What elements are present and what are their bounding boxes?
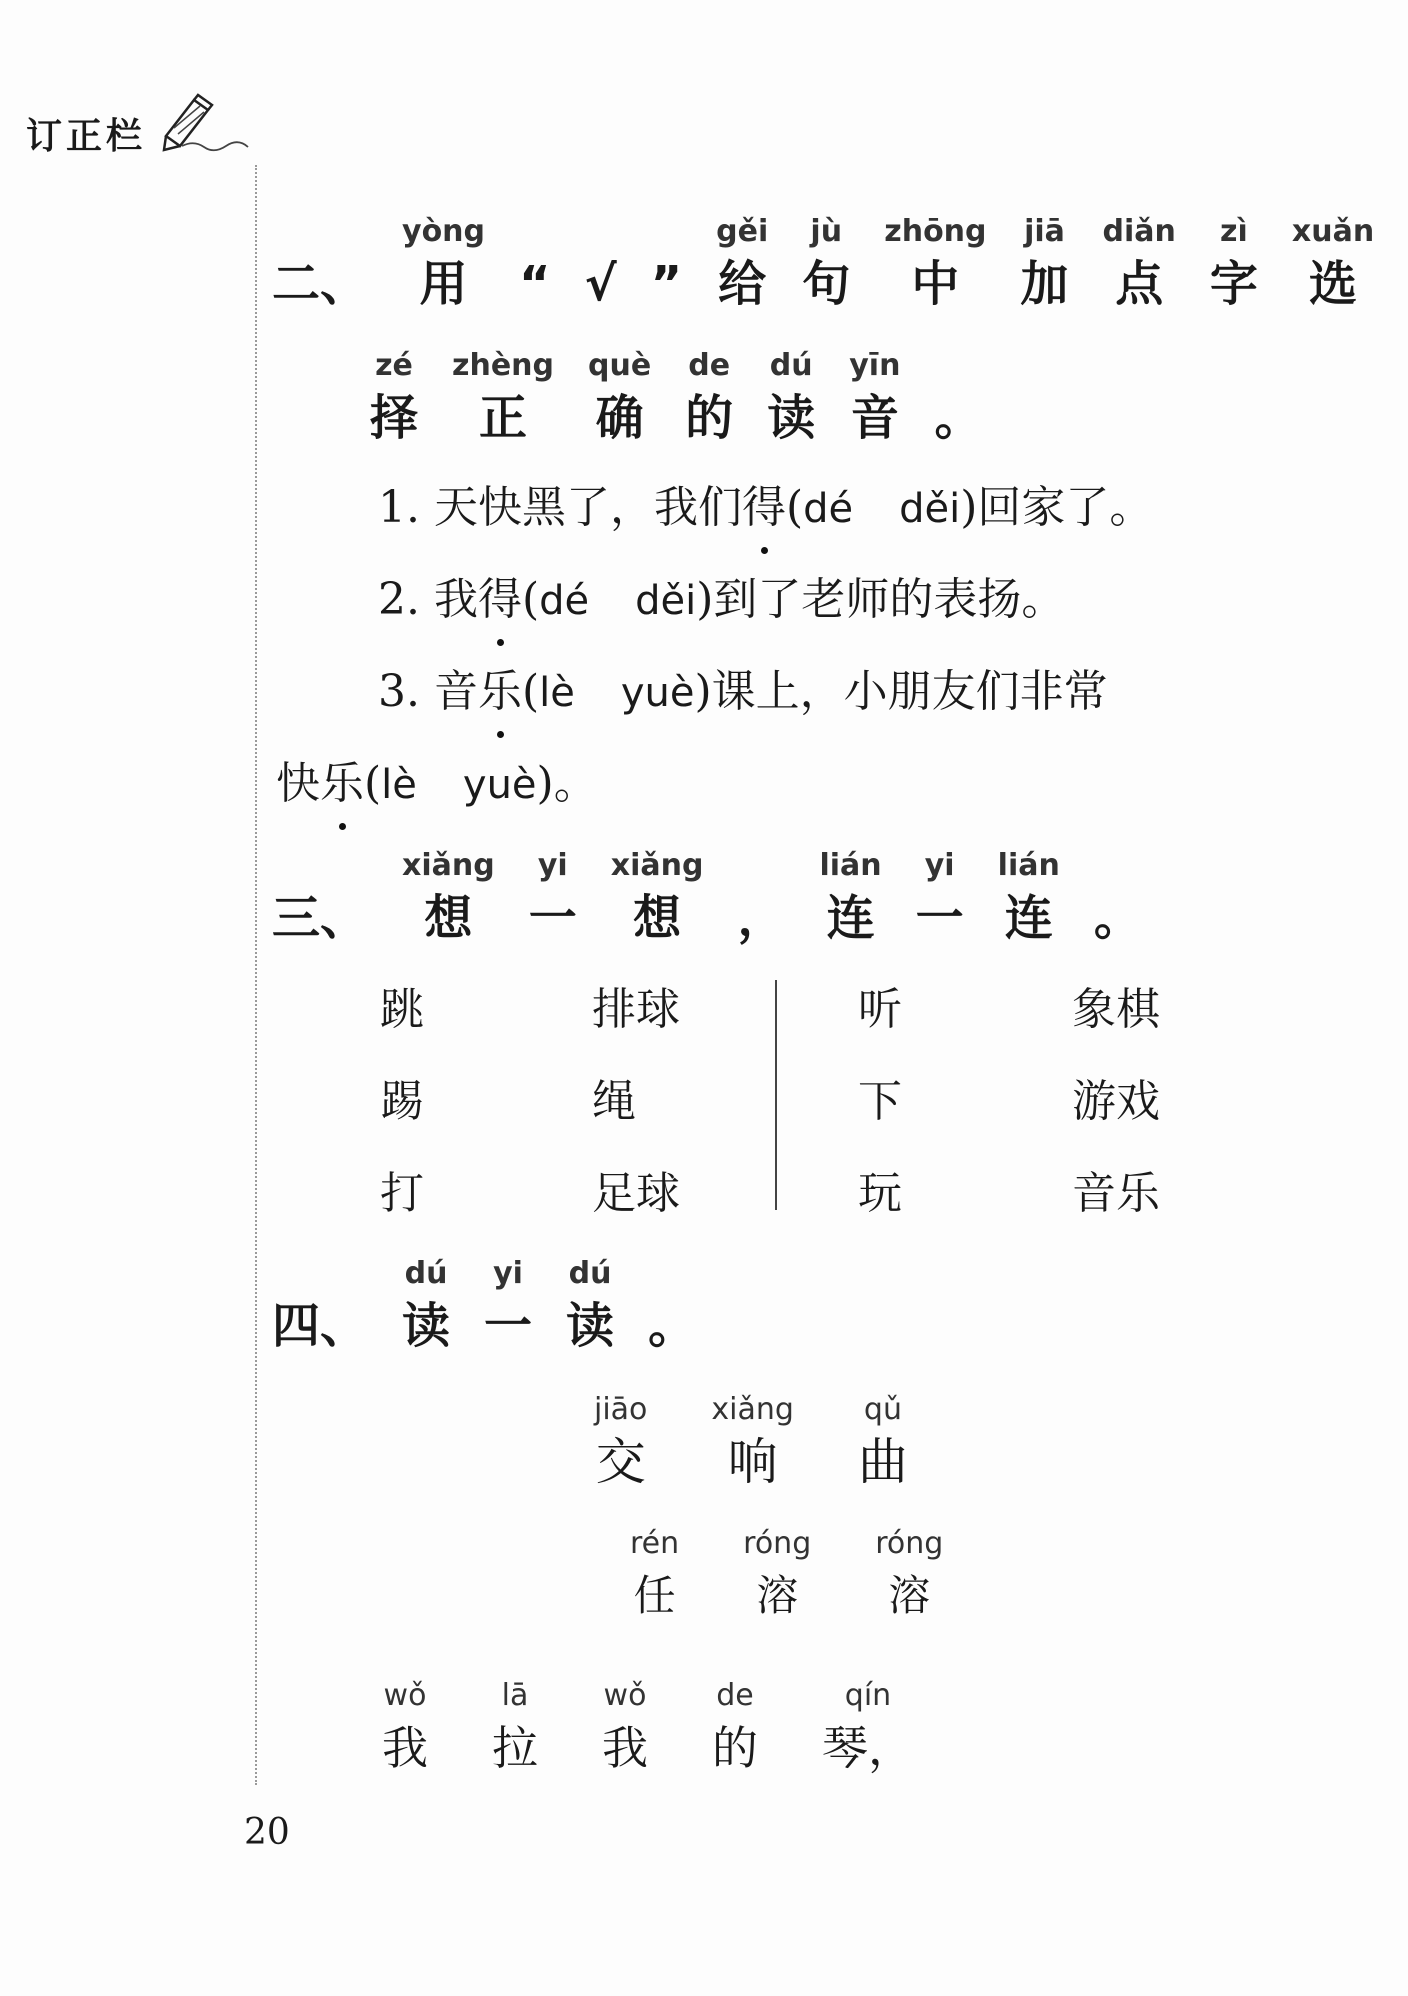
pinyin: xuǎn [1291, 214, 1375, 249]
hanzi: 四、 [272, 1298, 369, 1354]
pinyin: qǔ [863, 1392, 902, 1427]
hanzi: 点 [1115, 256, 1164, 312]
heading-character [648, 1254, 696, 1358]
heading-character [1292, 212, 1374, 316]
heading-character [802, 212, 850, 316]
hanzi: 给 [718, 256, 767, 312]
hanzi: ” [650, 256, 683, 312]
match-word[interactable]: 排球 [592, 984, 680, 1035]
hanzi: 读 [767, 390, 816, 446]
section4-heading [272, 1254, 730, 1358]
pinyin: lián [819, 848, 882, 883]
pinyin [651, 212, 683, 252]
dotted-character: 乐 [478, 660, 522, 724]
poem-title-character [594, 1390, 647, 1494]
pinyin: jiāo [594, 1392, 648, 1427]
hanzi: 交 [595, 1433, 646, 1491]
hanzi: 用 [419, 256, 468, 312]
hanzi: 三、 [272, 890, 369, 946]
hanzi: 想 [424, 890, 473, 946]
pencil-icon [160, 92, 250, 152]
heading-character [716, 212, 768, 316]
heading-character [402, 212, 485, 316]
pinyin: què [588, 348, 652, 383]
heading-character [1210, 212, 1258, 316]
heading-character [272, 212, 368, 316]
heading-character [402, 1254, 450, 1358]
heading-character [585, 212, 617, 316]
pinyin: yīn [849, 348, 901, 383]
hanzi: 想 [633, 890, 682, 946]
hanzi: 正 [479, 390, 528, 446]
pinyin: qín [844, 1678, 892, 1713]
pinyin: róng [743, 1526, 812, 1561]
hanzi: 一 [528, 890, 577, 946]
pinyin [648, 1254, 696, 1294]
heading-character [519, 212, 551, 316]
poem-title-character [711, 1390, 794, 1494]
hanzi: 加 [1020, 256, 1069, 312]
heading-character [272, 1254, 368, 1358]
section3-heading [272, 846, 1176, 950]
heading-character [402, 846, 495, 950]
pinyin: wǒ [603, 1678, 647, 1713]
hanzi: 我 [382, 1721, 428, 1775]
hanzi: 的 [712, 1721, 758, 1775]
pinyin: yòng [402, 214, 486, 249]
hanzi: 溶 [756, 1571, 799, 1620]
dotted-character: 得 [478, 568, 522, 632]
pinyin: xiǎng [610, 848, 704, 883]
poem-line-1 [382, 1676, 978, 1780]
pinyin: jù [810, 214, 843, 249]
hanzi: “ [519, 256, 551, 312]
hanzi: 句 [802, 256, 851, 312]
heading-character [767, 346, 815, 450]
heading-character [849, 346, 900, 450]
pinyin: zì [1220, 214, 1248, 249]
poem-author [630, 1524, 1007, 1628]
match-column-4 [1072, 978, 1160, 1254]
heading-character [916, 846, 964, 950]
pinyin: gěi [716, 214, 769, 249]
match-word[interactable]: 下 [858, 1076, 902, 1127]
heading-character [884, 212, 986, 316]
pinyin [934, 346, 982, 386]
section2-heading-line2 [370, 346, 1016, 450]
match-divider [775, 980, 777, 1210]
pinyin: róng [875, 1526, 944, 1561]
pinyin: zé [375, 348, 413, 383]
hanzi: 读 [402, 1298, 451, 1354]
pinyin: lián [997, 848, 1060, 883]
dotted-character: 乐 [320, 752, 364, 816]
question-item-2: 2. 我得(dé děi)到了老师的表扬。 [378, 568, 1065, 633]
heading-character [566, 1254, 614, 1358]
pinyin [272, 1254, 368, 1294]
hanzi: 溶 [888, 1571, 931, 1620]
hanzi: 我 [602, 1721, 648, 1775]
hanzi: 字 [1209, 256, 1258, 312]
dotted-character: 得 [742, 476, 786, 540]
heading-character [370, 346, 418, 450]
section2-heading-line1 [272, 212, 1408, 316]
poem-author-character [630, 1524, 679, 1628]
poem-character [712, 1676, 758, 1780]
pinyin: diǎn [1102, 214, 1176, 249]
hanzi: 音 [850, 390, 899, 446]
heading-character [819, 846, 881, 950]
heading-character [484, 1254, 532, 1358]
match-word[interactable]: 绳 [592, 1076, 636, 1127]
hanzi: √ [584, 256, 617, 312]
pinyin [272, 212, 368, 252]
pinyin: wǒ [383, 1678, 427, 1713]
pinyin [585, 212, 617, 252]
pinyin: lā [501, 1678, 529, 1713]
hanzi: 择 [370, 390, 419, 446]
match-column-3 [858, 978, 902, 1254]
hanzi: 中 [911, 256, 960, 312]
hanzi: ， [737, 890, 786, 946]
hanzi: 。 [934, 390, 983, 446]
pinyin: zhōng [884, 214, 987, 249]
match-word[interactable]: 音乐 [1072, 1168, 1160, 1219]
pinyin [1094, 846, 1142, 886]
poem-character [492, 1676, 538, 1780]
poem-author-character [875, 1524, 943, 1628]
heading-character [737, 846, 785, 950]
pinyin: xiǎng [711, 1392, 794, 1427]
question-item-3: 3. 音乐(lè yuè)课上，小朋友们非常 [378, 660, 1108, 725]
heading-character [588, 346, 651, 450]
heading-character [1021, 212, 1069, 316]
match-word[interactable]: 玩 [858, 1168, 902, 1219]
hanzi: 。 [1093, 890, 1142, 946]
pinyin [272, 846, 368, 886]
heading-character [998, 846, 1060, 950]
hanzi: 响 [727, 1433, 778, 1491]
pinyin [519, 212, 551, 252]
match-word[interactable]: 跳 [380, 984, 424, 1035]
hanzi: 读 [566, 1298, 615, 1354]
match-column-2 [592, 978, 680, 1254]
heading-character [272, 846, 368, 950]
correction-column-title: 订正栏 [26, 116, 147, 157]
hanzi: 的 [685, 390, 734, 446]
pinyin: dú [404, 1256, 448, 1291]
heading-character [452, 346, 554, 450]
question-item-1: 1. 天快黑了，我们得(dé děi)回家了。 [378, 476, 1153, 541]
poem-character [602, 1676, 648, 1780]
match-column-1 [380, 978, 424, 1254]
match-word[interactable]: 象棋 [1072, 984, 1160, 1035]
pinyin: dú [568, 1256, 612, 1291]
heading-character [1103, 212, 1176, 316]
heading-character [1094, 846, 1142, 950]
hanzi: 曲 [857, 1433, 908, 1491]
match-word[interactable]: 听 [858, 984, 902, 1035]
poem-title-character [858, 1390, 908, 1494]
hanzi: 一 [915, 890, 964, 946]
heading-character [685, 346, 733, 450]
hanzi: 拉 [492, 1721, 538, 1775]
pinyin: jiā [1024, 214, 1065, 249]
heading-character [529, 846, 577, 950]
question-item-3-continued: 快乐(lè yuè)。 [276, 752, 598, 817]
hanzi: 一 [484, 1298, 533, 1354]
heading-character [651, 212, 683, 316]
pinyin: rén [630, 1526, 680, 1561]
match-word[interactable]: 足球 [592, 1168, 680, 1219]
pinyin: xiǎng [402, 848, 495, 883]
page-number: 20 [244, 1812, 290, 1853]
pinyin: yi [537, 848, 568, 883]
pinyin [737, 846, 785, 886]
hanzi: 琴， [822, 1721, 914, 1775]
heading-character [934, 346, 982, 450]
match-word[interactable]: 游戏 [1072, 1076, 1160, 1127]
pinyin: dú [769, 348, 813, 383]
poem-author-character [743, 1524, 811, 1628]
pinyin: yi [493, 1256, 523, 1291]
pinyin: zhèng [452, 348, 555, 383]
match-word[interactable]: 打 [380, 1168, 424, 1219]
poem-character [382, 1676, 428, 1780]
heading-character [611, 846, 704, 950]
poem-title [594, 1390, 972, 1494]
hanzi: 确 [595, 390, 644, 446]
hanzi: 连 [826, 890, 875, 946]
pinyin: de [688, 348, 731, 383]
margin-divider [255, 165, 257, 1785]
pinyin: yi [924, 848, 955, 883]
hanzi: 选 [1309, 256, 1358, 312]
hanzi: 。 [648, 1298, 697, 1354]
hanzi: 连 [1004, 890, 1053, 946]
poem-character [822, 1676, 914, 1780]
pinyin: de [716, 1678, 754, 1713]
hanzi: 二、 [272, 256, 369, 312]
hanzi: 任 [633, 1571, 676, 1620]
match-word[interactable]: 踢 [380, 1076, 424, 1127]
